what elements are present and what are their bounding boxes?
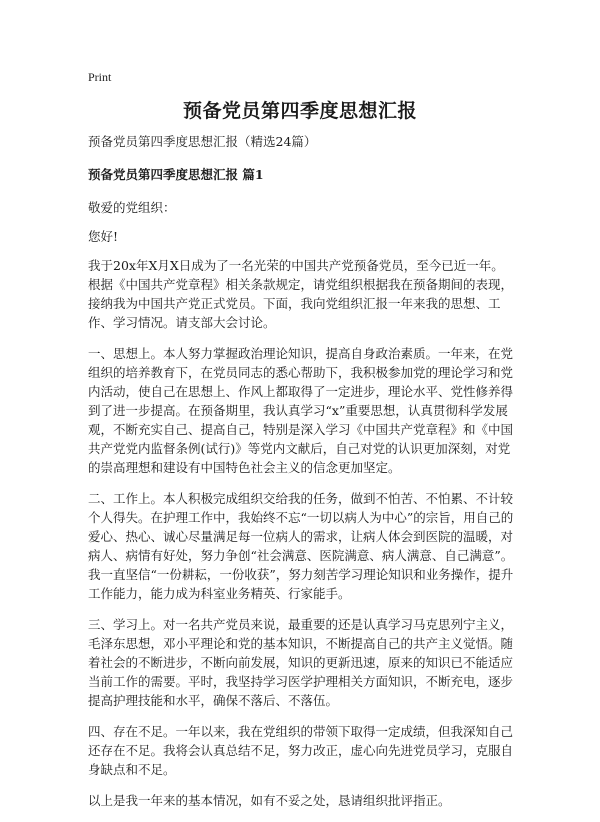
print-label[interactable]: Print [88,70,112,84]
document-title: 预备党员第四季度思想汇报 [182,100,417,122]
paragraph-thought: 一、思想上。本人努力掌握政治理论知识，提高自身政治素质。一年来，在党组织的培养教育下，在党员同志的悉心帮助下，我积极参加党的理论学习和党内活动，使自己在思想上、作风上都取得了一定进步，理论水平、党性修养得到了进一步提高。在预备期里，我认真学习“x”重要思想，认真贯彻科学发展观，不断充实自己、提高自己，特别是深入学习《中国共产党章程》和《中国共产党党内监督条例(试行)》等党内文献后，自己对党的认识更加深刻，对党的崇高理想和建设有中国特色社会主义的信念更加坚定。 [88,346,514,475]
paragraph-work: 二、工作上。本人积极完成组织交给我的任务，做到不怕苦、不怕累、不计较个人得失。在护理工作中，我始终不忘“一切以病人为中心”的宗旨，用自己的爱心、热心、诚心尽量满足每一位病人的需求，让病人体会到医院的温暖，对病人、病情有好处，努力争创“社会满意、医院满意、病人满意、自己满意”。我一直坚信“一份耕耘，一份收获”，努力刻苦学习理论知识和业务操作，提升工作能力，能力成为科室业务精英、行家能手。 [88,491,514,601]
paragraph-shortcomings: 四、存在不足。一年以来，我在党组织的带领下取得一定成绩，但我深知自己还存在不足。我将会认真总结不足，努力改正，虚心向先进党员学习，克服自身缺点和不足。 [88,724,514,777]
salutation: 敬爱的党组织： [88,200,176,215]
document-subtitle: 预备党员第四季度思想汇报（精选24篇） [88,134,317,149]
paragraph-closing: 以上是我一年来的基本情况，如有不妥之处，恳请组织批评指正。 [88,793,451,808]
document-body [88,132,516,822]
paragraph-study: 三、学习上。对一名共产党员来说，最重要的还是认真学习马克思列宁主义，毛泽东思想，邓小平理论和党的基本知识，不断提高自己的共产主义觉悟。随着社会的不断进步，不断向前发展，知识的更新迅速，原来的知识已不能适应当前工作的需要。平时，我坚持学习医学护理相关方面知识，不断充电，逐步提高护理技能和水平，确保不落后、不落伍。 [88,617,514,708]
greeting: 您好! [88,229,119,244]
paragraph-intro: 我于20x年X月X日成为了一名光荣的中国共产党预备党员，至今已近一年。根据《中国共产党章程》相关条款规定，请党组织根据我在预备期间的表现，接纳我为中国共产党正式党员。下面，我向党组织汇报一年来我的思想、工作、学习情况。请支部大会讨论。 [88,258,514,330]
section-heading: 预备党员第四季度思想汇报 篇1 [88,167,264,182]
